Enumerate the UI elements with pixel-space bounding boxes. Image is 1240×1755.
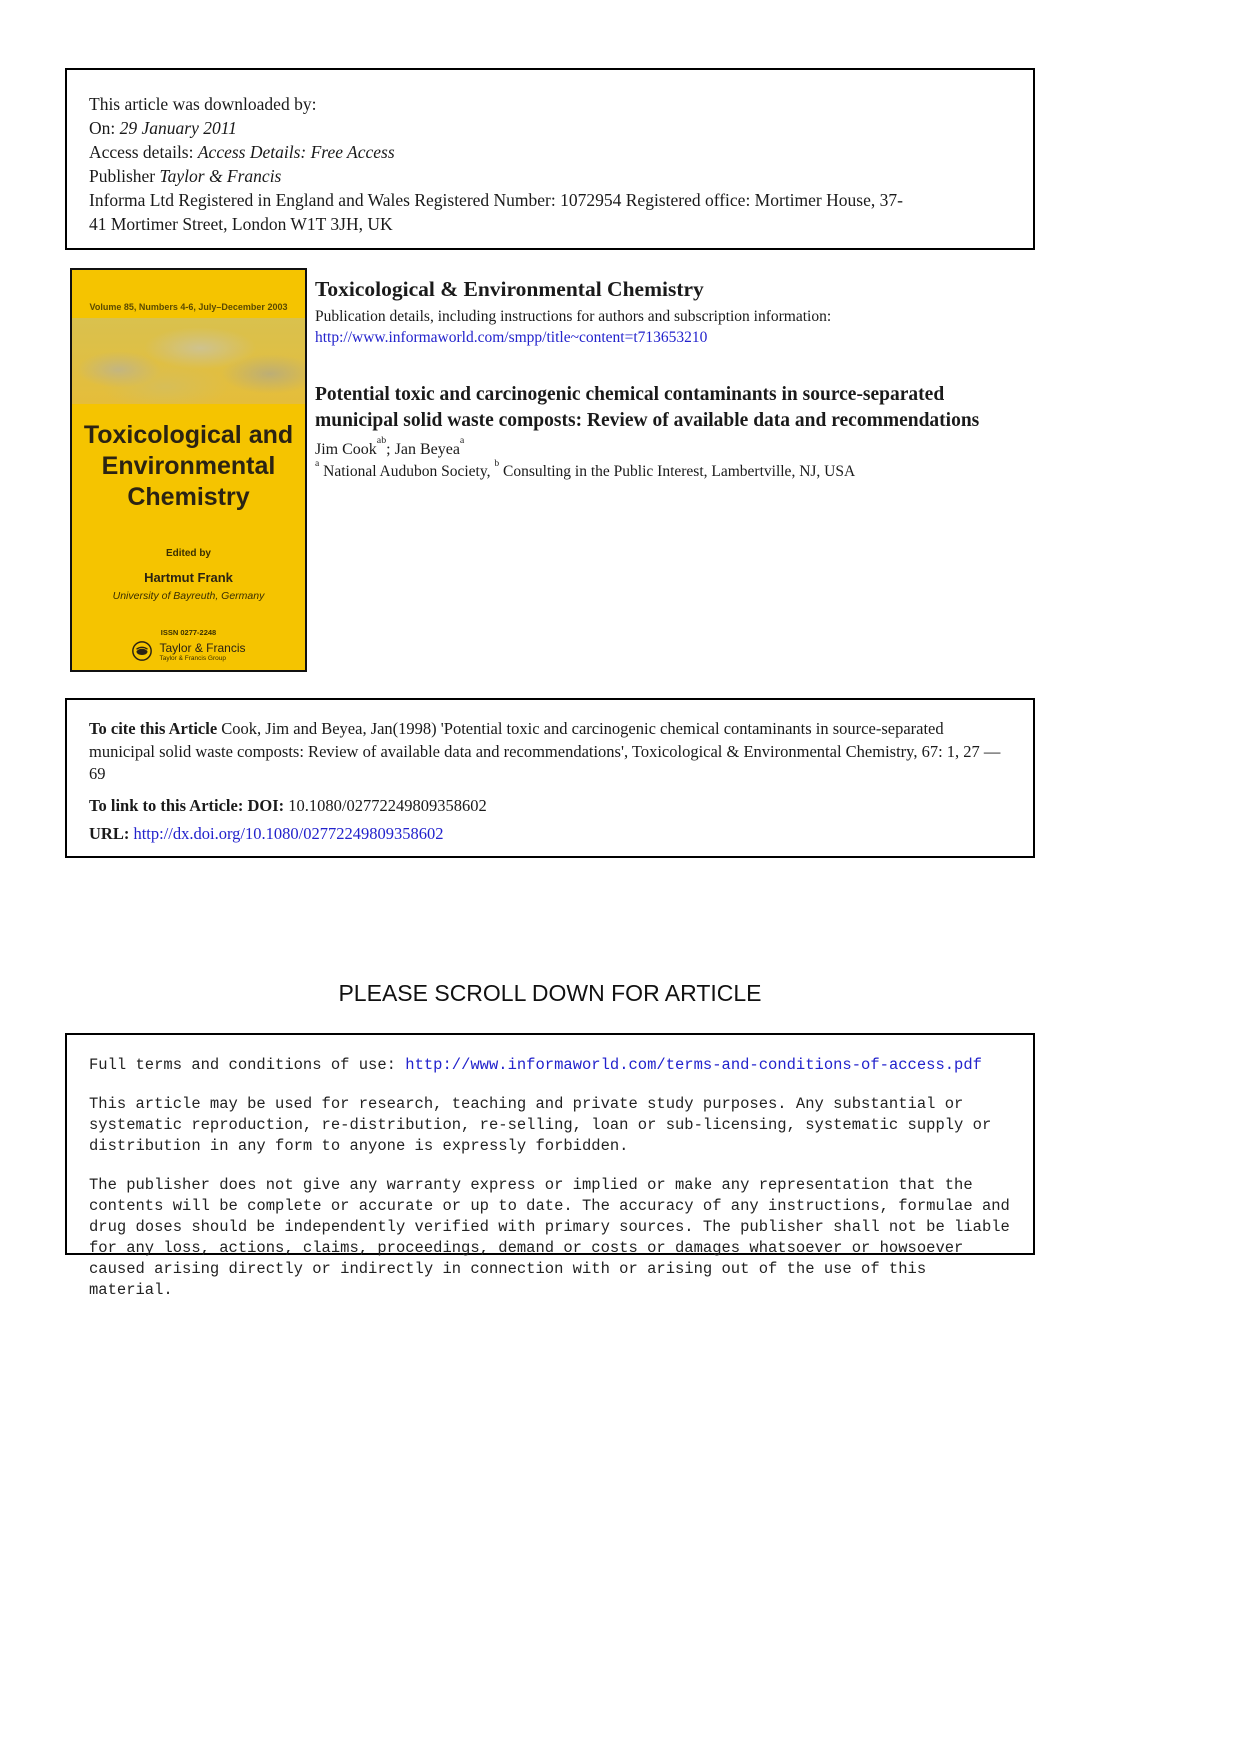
cover-title-line-1: Toxicological and xyxy=(83,421,294,449)
scroll-down-notice: PLEASE SCROLL DOWN FOR ARTICLE xyxy=(338,980,762,1006)
cover-volume-line: Volume 85, Numbers 4-6, July–December 2003 xyxy=(89,302,288,312)
informa-registration-line-1: Informa Ltd Registered in England and Wales Registered Number: 1072954 Registered office: Mortimer House, 37- xyxy=(89,190,903,210)
cover-edited-by-label: Edited by xyxy=(165,548,211,559)
author-2-affiliation-marks: a xyxy=(459,435,465,447)
journal-title: Toxicological & Environmental Chemistry xyxy=(315,277,704,301)
cover-title-line-3: Chemistry xyxy=(127,483,250,511)
affiliation-2-mark: b xyxy=(494,457,500,469)
publisher-label: Publisher xyxy=(89,166,160,186)
url-line xyxy=(89,823,1011,845)
cover-editor-affiliation: University of Bayreuth, Germany xyxy=(112,590,265,602)
doi-url-link[interactable]: http://dx.doi.org/10.1080/02772249809358602 xyxy=(133,823,444,843)
downloaded-by-line: This article was downloaded by: xyxy=(89,94,317,114)
download-date-label: On: xyxy=(89,118,120,138)
informa-registration-line-2: 41 Mortimer Street, London W1T 3JH, UK xyxy=(89,214,393,234)
cite-article-label: To cite this Article xyxy=(89,719,218,738)
doi-value: 10.1080/02772249809358602 xyxy=(284,795,487,815)
taylor-francis-logo-name: Taylor & Francis xyxy=(159,640,246,655)
publication-details-text: Publication details, including instructions for authors and subscription information: xyxy=(315,308,832,325)
download-date-value: 29 January 2011 xyxy=(119,118,237,138)
full-terms-label: Full terms and conditions of use: xyxy=(89,1056,406,1074)
journal-cover-image xyxy=(70,268,307,672)
access-details-label: Access details: xyxy=(89,142,198,162)
taylor-francis-logo xyxy=(72,640,305,662)
journal-article-info xyxy=(315,276,1015,482)
download-date-line xyxy=(89,116,1011,140)
publisher-value: Taylor & Francis xyxy=(159,166,282,186)
author-2-name: Jan Beyea xyxy=(394,441,460,458)
affiliation-1-text: National Audubon Society, xyxy=(319,463,495,480)
author-separator: ; xyxy=(386,441,395,458)
author-1-name: Jim Cook xyxy=(315,441,377,458)
download-info-box xyxy=(65,68,1035,250)
affiliation-1-mark: a xyxy=(315,457,320,469)
url-label: URL: xyxy=(89,823,134,843)
cover-issn: ISSN 0277-2248 xyxy=(160,628,217,637)
cover-journal-title xyxy=(72,420,305,513)
access-details-line xyxy=(89,140,1011,164)
full-terms-line xyxy=(89,1055,1011,1076)
affiliation-2-text: Consulting in the Public Interest, Lambertville, NJ, USA xyxy=(499,463,856,480)
author-line xyxy=(315,435,1015,461)
taylor-francis-logo-icon xyxy=(131,640,153,662)
cover-title-line-2: Environmental xyxy=(101,452,276,480)
terms-paragraph-1: This article may be used for research, teaching and private study purposes. Any substantial or systematic reproduction, re-distribution, re-selling, loan or sub-licensing, systematic supply or distribution in any form to anyone is expressly forbidden. xyxy=(89,1095,992,1155)
terms-paragraph-2: The publisher does not give any warranty express or implied or make any representation that the contents will be complete or accurate or up to date. The accuracy of any instructions, formulae and drug doses should be independently verified with primary sources. The publisher shall not be liable for any loss, actions, claims, proceedings, demand or costs or damages whatsoever or howsoever caused arising directly or indirectly in connection with or arising out of the use of this material. xyxy=(89,1176,1010,1299)
doi-label: To link to this Article: DOI: xyxy=(89,795,285,815)
taylor-francis-logo-group: Taylor & Francis Group xyxy=(159,654,226,662)
author-1-affiliation-marks: ab xyxy=(376,435,387,447)
doi-line xyxy=(89,795,1011,817)
publisher-line xyxy=(89,164,1011,188)
terms-url-link[interactable]: http://www.informaworld.com/terms-and-conditions-of-access.pdf xyxy=(405,1056,982,1074)
taylor-francis-logo-text xyxy=(159,641,245,662)
affiliations-line xyxy=(315,457,1015,482)
journal-url-link[interactable]: http://www.informaworld.com/smpp/title~content=t713653210 xyxy=(315,329,708,346)
citation-box xyxy=(65,698,1035,858)
cover-editor-name: Hartmut Frank xyxy=(144,570,233,585)
cite-article-text: Cook, Jim and Beyea, Jan(1998) 'Potential toxic and carcinogenic chemical contaminants in source-separated municipal solid waste composts: Review of available data and recommendations', Toxicological & Environmental Chemistry, 67: 1, 27 — 69 xyxy=(89,719,1001,783)
article-title: Potential toxic and carcinogenic chemical contaminants in source-separated municipal solid waste composts: Review of available data and recommendations xyxy=(315,384,980,431)
cover-cloud-art xyxy=(72,318,305,404)
cite-article-line xyxy=(89,718,1011,786)
access-details-value: Access Details: Free Access xyxy=(197,142,395,162)
terms-box xyxy=(65,1033,1035,1299)
